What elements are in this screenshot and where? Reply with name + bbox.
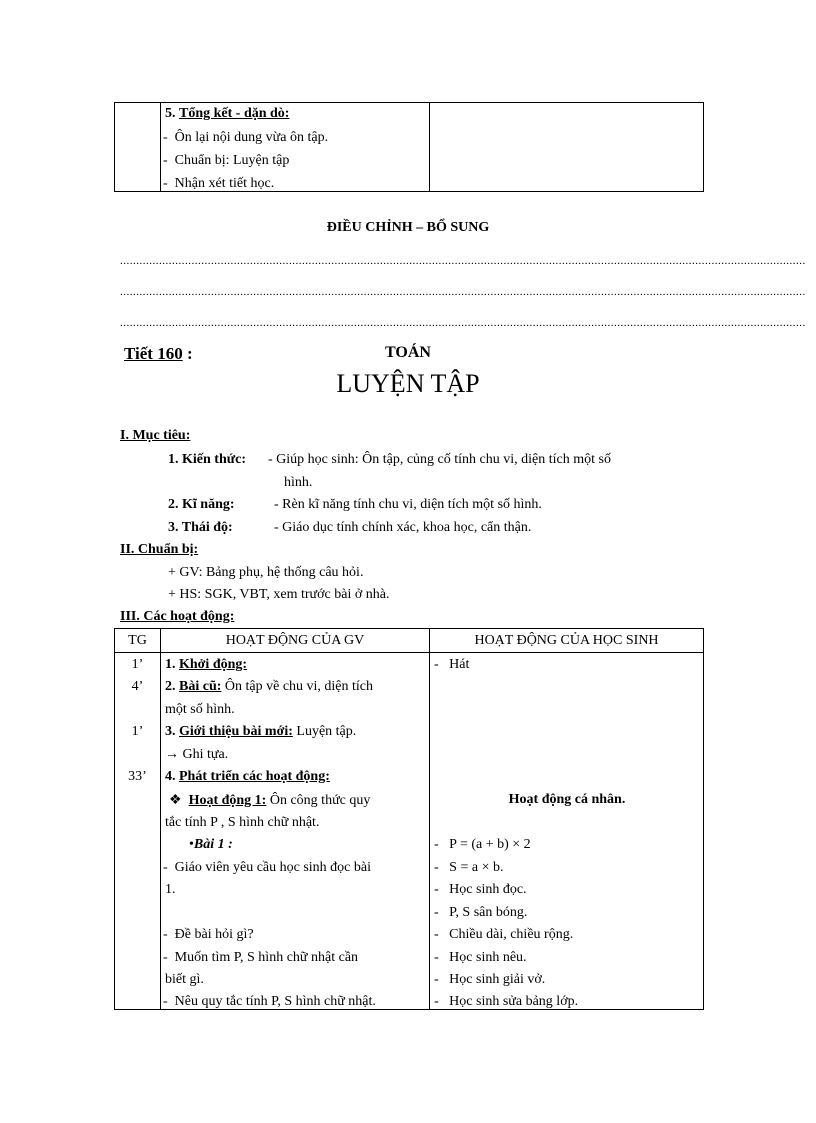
knowledge-text: - Giúp học sinh: Ôn tập, củng cố tính chu vi, diện tích một số <box>268 452 611 467</box>
step-3: 3. Giới thiệu bài mới: Luyện tập. <box>165 724 357 739</box>
step-1: 1. Khởi động: <box>165 657 248 672</box>
attitude-text: - Giáo dục tính chính xác, khoa học, cẩn thận. <box>274 520 532 535</box>
lesson-subject: TOÁN <box>385 344 431 361</box>
dotted-line-1: ................................................................................................................................................................................................................... <box>120 255 806 267</box>
gv-cell <box>161 653 430 1010</box>
top-table-tg-cell <box>115 103 161 192</box>
answer-f2: - S = a × b. <box>434 860 504 875</box>
dotted-line-2: ................................................................................................................................................................................................................... <box>120 286 806 298</box>
question-2: - Đề bài hỏi gì? <box>163 927 254 942</box>
adjust-title: ĐIỀU CHỈNH – BỔ SUNG <box>326 220 490 235</box>
answer-f1: - P = (a + b) × 2 <box>434 837 531 852</box>
question-4: - Nêu quy tắc tính P, S hình chữ nhật. <box>163 994 376 1009</box>
skills-text: - Rèn kĩ năng tính chu vi, diện tích một số hình. <box>274 497 542 512</box>
objectives-heading: I. Mục tiêu: <box>120 428 191 443</box>
knowledge-label: 1. Kiến thức: <box>168 452 247 467</box>
answer-r5: - Học sinh giải vở. <box>434 972 546 987</box>
step-4: 4. Phát triển các hoạt động: <box>165 769 330 784</box>
question-1: - Giáo viên yêu cầu học sinh đọc bài <box>163 860 371 875</box>
lesson-title: LUYỆN TẬP <box>336 369 480 398</box>
exercise-1: •Bài 1 : <box>189 837 233 852</box>
diamond-bullet-icon: ❖ <box>169 793 182 808</box>
tg-1: 1’ <box>131 657 144 672</box>
hs-cell <box>430 653 704 1010</box>
step-2-cont: một số hình. <box>165 702 235 717</box>
dotted-line-3: ................................................................................................................................................................................................................... <box>120 317 806 329</box>
question-3-cont: biết gì. <box>165 972 204 987</box>
answer-r3: - Chiều dài, chiều rộng. <box>434 927 574 942</box>
dot-bullet-icon: • <box>189 837 194 852</box>
answer-hd: Hoạt động cá nhân. <box>508 792 626 807</box>
tg-3: 1’ <box>131 724 144 739</box>
activity-1: ❖ Hoạt động 1: Ôn công thức quy <box>169 793 371 808</box>
answer-r1: - Học sinh đọc. <box>434 882 527 897</box>
skills-label: 2. Kĩ năng: <box>168 497 235 512</box>
step-3-arrow: → Ghi tựa. <box>165 747 229 762</box>
top-table-gv-cell <box>161 103 430 192</box>
answer-r6: - Học sinh sửa bảng lớp. <box>434 994 579 1009</box>
prep-hs: + HS: SGK, VBT, xem trước bài ở nhà. <box>168 587 390 602</box>
col-header-tg: TG <box>115 629 161 653</box>
knowledge-text-cont: hình. <box>284 475 313 490</box>
step-2: 2. Bài cũ: Ôn tập về chu vi, diện tích <box>165 679 374 694</box>
top-table <box>114 102 704 192</box>
answer-r4: - Học sinh nêu. <box>434 950 527 965</box>
answer-r2: - P, S sân bóng. <box>434 905 528 920</box>
summary-heading: 5. Tổng kết - dặn dò: <box>165 106 290 121</box>
activity-1-cont: tắc tính P , S hình chữ nhật. <box>165 815 320 830</box>
tg-4: 33’ <box>128 769 147 784</box>
col-header-gv: HOẠT ĐỘNG CỦA GV <box>161 629 430 653</box>
activities-heading: III. Các hoạt động: <box>120 609 235 624</box>
question-1-cont: 1. <box>165 882 176 897</box>
tg-cell <box>115 653 161 1010</box>
lesson-label: Tiết 160 : <box>124 344 193 363</box>
prep-gv: + GV: Bảng phụ, hệ thống câu hỏi. <box>168 565 364 580</box>
attitude-label: 3. Thái độ: <box>168 520 233 535</box>
col-header-hs: HOẠT ĐỘNG CỦA HỌC SINH <box>430 629 704 653</box>
question-3: - Muốn tìm P, S hình chữ nhật cần <box>163 950 359 965</box>
tg-2: 4’ <box>131 679 144 694</box>
top-table-hs-cell <box>430 103 704 192</box>
activities-table <box>114 628 704 1010</box>
prep-heading: II. Chuẩn bị: <box>120 542 199 557</box>
summary-item-2: - Chuẩn bị: Luyện tập <box>163 153 290 168</box>
summary-item-1: - Ôn lại nội dung vừa ôn tập. <box>163 130 329 145</box>
answer-hat: - Hát <box>434 657 470 672</box>
summary-item-3: - Nhận xét tiết học. <box>163 176 275 191</box>
